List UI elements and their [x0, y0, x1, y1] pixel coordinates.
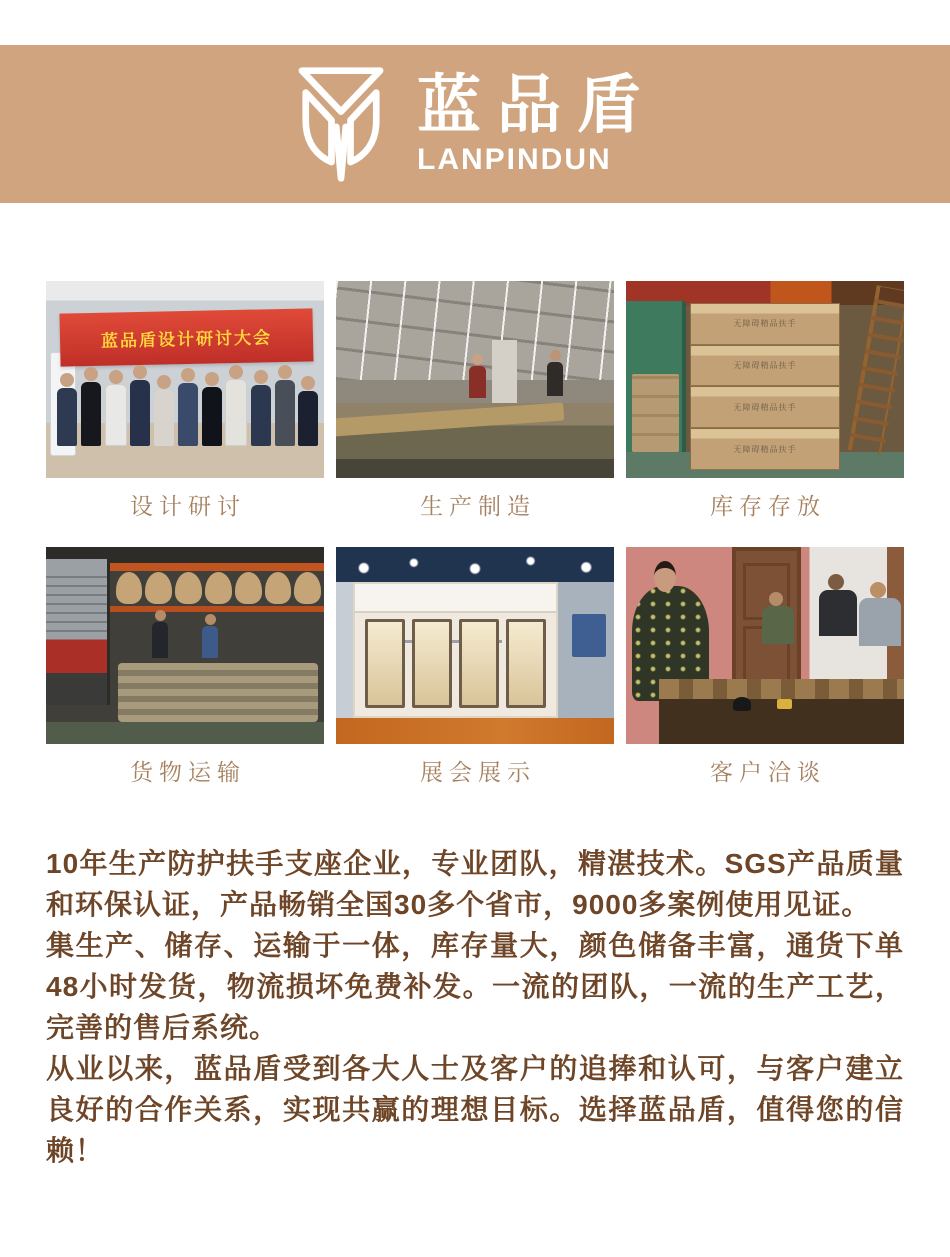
display-cases — [365, 619, 547, 709]
goods-pile — [118, 663, 318, 722]
brand-lockup — [293, 64, 657, 184]
carton-label: 无障碍精品扶手 — [733, 319, 797, 329]
exhibition-booth — [353, 582, 559, 718]
orange-carpet — [336, 718, 614, 744]
brand-text — [417, 69, 657, 176]
shield-triangle-icon — [293, 64, 389, 184]
photo-design-seminar — [46, 281, 324, 478]
tea-table-top — [659, 679, 904, 699]
red-banner — [59, 308, 313, 366]
worker-silhouette — [547, 362, 563, 396]
carton-box — [690, 345, 840, 387]
distant-booth — [572, 614, 605, 657]
photo-warehouse-storage — [626, 281, 904, 478]
hall-ceiling-spotlights — [336, 547, 614, 582]
side-carton-stack — [632, 374, 679, 453]
carton-box — [690, 386, 840, 428]
display-case — [506, 619, 546, 709]
brand-header-band — [0, 45, 950, 203]
photo-cargo-transport — [46, 547, 324, 744]
sack-row — [116, 567, 322, 604]
sack — [265, 572, 292, 604]
worker-silhouette — [469, 366, 486, 398]
carton-box — [690, 428, 840, 470]
carton-label: 无障碍精品扶手 — [733, 444, 797, 454]
wooden-ladder — [848, 285, 904, 456]
workshop-pillar — [492, 340, 517, 407]
kettle — [733, 697, 751, 711]
man-silhouette — [819, 590, 857, 636]
carton-stack — [690, 303, 840, 470]
person-silhouette — [251, 385, 271, 446]
workshop-ceiling — [336, 281, 614, 380]
photo-caption-production: 生产制造 — [420, 493, 536, 519]
gallery-item-production — [336, 281, 614, 547]
man-silhouette — [859, 598, 901, 646]
person-silhouette — [154, 390, 174, 446]
sack — [294, 572, 321, 604]
person-silhouette — [81, 382, 101, 446]
photo-customer-meeting — [626, 547, 904, 744]
person-silhouette — [57, 388, 77, 446]
photo-caption-exhibition: 展会展示 — [420, 759, 536, 785]
photo-production-workshop — [336, 281, 614, 478]
person-silhouette — [202, 387, 222, 446]
person-silhouette — [275, 380, 295, 446]
intro-paragraph-1: 10年生产防护扶手支座企业，专业团队，精湛技术。SGS产品质量和环保认证，产品畅销全国30多个省市，9000多案例使用见证。 — [46, 848, 904, 920]
woman-head — [654, 561, 676, 592]
crowd-of-people — [57, 376, 318, 446]
gallery-item-design-seminar — [46, 281, 324, 547]
sack — [116, 572, 143, 604]
person-silhouette — [298, 391, 318, 446]
person-silhouette — [130, 380, 150, 446]
brand-name-english: LANPINDUN — [417, 143, 612, 176]
intro-paragraph-3: 从业以来，蓝品盾受到各大人士及客户的追捧和认可，与客户建立良好的合作关系，实现共赢的理想目标。选择蓝品盾，值得您的信赖！ — [46, 1053, 904, 1166]
person-silhouette — [178, 383, 198, 446]
booth-fascia — [355, 584, 557, 612]
loading-floor — [46, 722, 324, 744]
display-case — [459, 619, 499, 709]
sack — [205, 572, 232, 604]
tea-item — [777, 699, 792, 709]
person-silhouette — [225, 379, 247, 446]
worker-silhouette — [202, 626, 218, 658]
tea-table — [659, 679, 904, 744]
photo-exhibition-booth — [336, 547, 614, 744]
company-intro — [46, 843, 904, 1257]
sack — [145, 572, 172, 604]
truck — [46, 559, 110, 705]
rack-beam — [107, 606, 324, 612]
display-case — [365, 619, 405, 709]
man-silhouette — [762, 606, 794, 644]
carton-label: 无障碍精品扶手 — [733, 402, 797, 412]
sack — [235, 572, 262, 604]
brand-name-chinese: 蓝品盾 — [417, 69, 657, 141]
gallery-item-transport — [46, 547, 324, 813]
gallery-item-meeting — [626, 547, 904, 813]
carton-label: 无障碍精品扶手 — [733, 360, 797, 370]
photo-caption-meeting: 客户洽谈 — [710, 759, 826, 785]
display-case — [412, 619, 452, 709]
photo-caption-transport: 货物运输 — [130, 759, 246, 785]
photo-caption-storage: 库存存放 — [710, 493, 826, 519]
photo-gallery — [46, 281, 904, 813]
worker-silhouette — [152, 622, 168, 658]
banner-text: 蓝品盾设计研讨大会 — [100, 327, 273, 351]
carton-box — [690, 303, 840, 345]
intro-paragraph-2: 集生产、储存、运输于一体，库存量大，颜色储备丰富，通货下单48小时发货，物流损坏免费补发。一流的团队，一流的生产工艺，完善的售后系统。 — [46, 930, 904, 1043]
photo-caption-design-seminar: 设计研讨 — [130, 493, 246, 519]
gallery-item-exhibition — [336, 547, 614, 813]
person-silhouette — [105, 384, 127, 446]
gallery-item-storage — [626, 281, 904, 547]
sack — [175, 572, 202, 604]
